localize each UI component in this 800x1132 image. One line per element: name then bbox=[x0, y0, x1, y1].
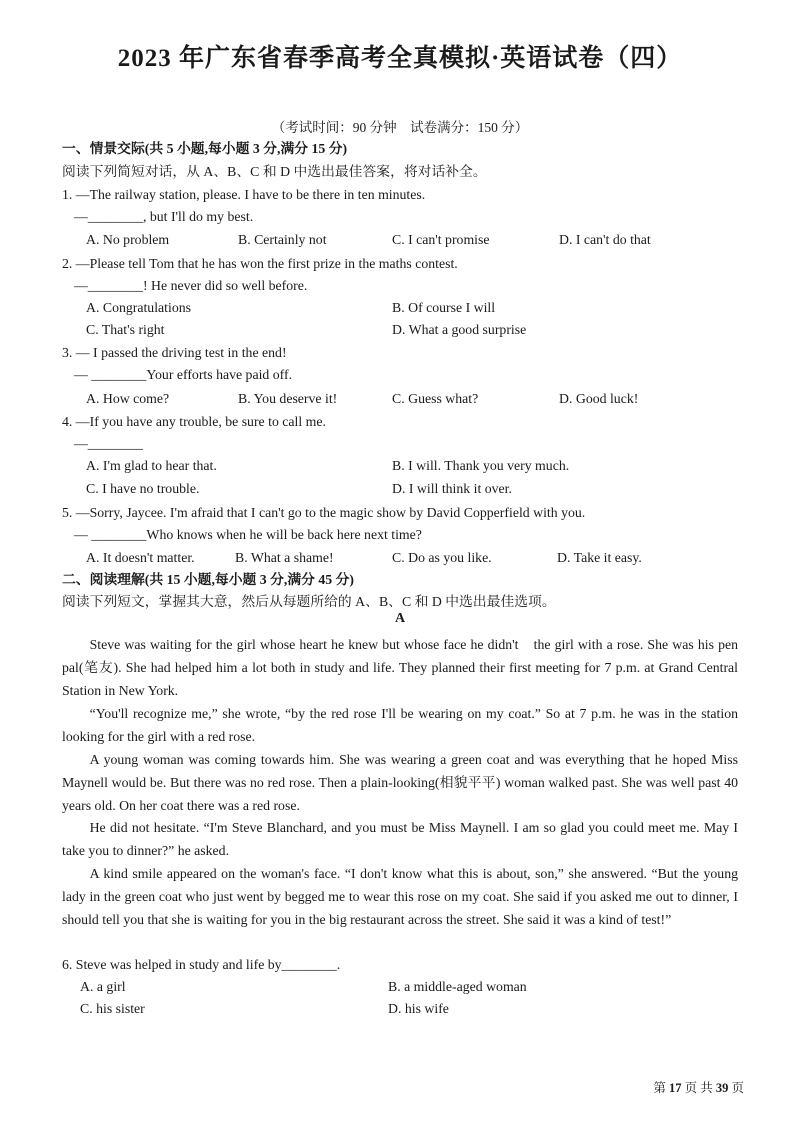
question-3-option-a: A. How come? bbox=[86, 391, 170, 406]
question-2-option-a: A. Congratulations bbox=[86, 300, 191, 315]
passage-paragraph: “You'll recognize me,” she wrote, “by the red rose I'll be wearing on my coat.” So at 7 p.m. he was in the station looking for the girl with a red rose. bbox=[62, 706, 738, 744]
question-2-response: —________! He never did so well before. bbox=[74, 278, 308, 293]
section-2-instruction: 阅读下列短文，掌握其大意，然后从每题所给的 A、B、C 和 D 中选出最佳选项。 bbox=[62, 594, 556, 609]
passage-paragraph: Steve was waiting for the girl whose heart he knew but whose face he didn't the girl with a rose. She was his pen pal(笔友). She had helped him a lot both in study and life. They planned their first meeting for 7 p.m. at Grand Central Station in New York. bbox=[62, 637, 738, 698]
question-4-response: —________ bbox=[74, 436, 143, 451]
question-6-option-b: B. a middle-aged woman bbox=[388, 979, 527, 994]
question-6-option-a: A. a girl bbox=[80, 979, 126, 994]
passage-paragraph: He did not hesitate. “I'm Steve Blanchard, and you must be Miss Maynell. I am so glad you could meet me. May I take you to dinner?” he asked. bbox=[62, 820, 738, 858]
question-3-option-d: D. Good luck! bbox=[559, 391, 639, 406]
question-6-option-c: C. his sister bbox=[80, 1001, 145, 1016]
question-1-option-d: D. I can't do that bbox=[559, 232, 651, 247]
question-5-option-b: B. What a shame! bbox=[235, 550, 334, 565]
question-1-response: —________, but I'll do my best. bbox=[74, 209, 254, 224]
question-4-option-c: C. I have no trouble. bbox=[86, 481, 200, 496]
question-4-option-b: B. I will. Thank you very much. bbox=[392, 458, 570, 473]
page-title: 2023 年广东省春季高考全真模拟·英语试卷（四） bbox=[117, 45, 683, 72]
question-4-prompt: 4. —If you have any trouble, be sure to call me. bbox=[62, 414, 326, 429]
question-6-prompt: 6. Steve was helped in study and life by________. bbox=[62, 957, 341, 972]
question-1-prompt: 1. —The railway station, please. I have to be there in ten minutes. bbox=[62, 187, 426, 202]
question-5-prompt: 5. —Sorry, Jaycee. I'm afraid that I can't go to the magic show by David Copperfield with you. bbox=[62, 505, 586, 520]
question-2-option-c: C. That's right bbox=[86, 322, 165, 337]
section-1-heading: 一、情景交际(共 5 小题,每小题 3 分,满分 15 分) bbox=[62, 141, 348, 156]
question-3-option-c: C. Guess what? bbox=[392, 391, 479, 406]
question-5-response: — ________Who knows when he will be back here next time? bbox=[74, 527, 422, 542]
passage-paragraph: A young woman was coming towards him. She was wearing a green coat and was everything that he hoped Miss Maynell would be. But there was no red rose. Then a plain-looking(相貌平平) woman walked past. She was well past 40 years old. On her coat there was a red rose. bbox=[62, 752, 738, 813]
passage-label: A bbox=[394, 611, 406, 626]
question-1-option-c: C. I can't promise bbox=[392, 232, 490, 247]
question-4-option-a: A. I'm glad to hear that. bbox=[86, 458, 217, 473]
question-3-option-b: B. You deserve it! bbox=[238, 391, 338, 406]
section-1-instruction: 阅读下列简短对话，从 A、B、C 和 D 中选出最佳答案，将对话补全。 bbox=[62, 164, 487, 179]
question-2-option-d: D. What a good surprise bbox=[392, 322, 527, 337]
question-2-prompt: 2. —Please tell Tom that he has won the first prize in the maths contest. bbox=[62, 256, 458, 271]
passage-paragraph: A kind smile appeared on the woman's face. “I don't know what this is about, son,” she answered. “But the young lady in the green coat who just went by begged me to wear this rose on my coat. She said if you asked me out to dinner, I should tell you that she is waiting for you in the big restaurant across the street. She said it was a kind of test!” bbox=[62, 866, 738, 927]
exam-meta: （考试时间：90 分钟 试卷满分：150 分） bbox=[271, 120, 529, 135]
page-number: 第 17 页 共 39 页 bbox=[653, 1081, 744, 1095]
question-2-option-b: B. Of course I will bbox=[392, 300, 496, 315]
question-4-option-d: D. I will think it over. bbox=[392, 481, 512, 496]
question-5-option-c: C. Do as you like. bbox=[392, 550, 492, 565]
question-3-response: — ________Your efforts have paid off. bbox=[74, 367, 293, 382]
question-5-option-a: A. It doesn't matter. bbox=[86, 550, 195, 565]
question-1-option-b: B. Certainly not bbox=[238, 232, 327, 247]
question-1-option-a: A. No problem bbox=[86, 232, 170, 247]
question-6-option-d: D. his wife bbox=[388, 1001, 449, 1016]
question-5-option-d: D. Take it easy. bbox=[557, 550, 642, 565]
section-2-heading: 二、阅读理解(共 15 小题,每小题 3 分,满分 45 分) bbox=[62, 572, 355, 587]
question-3-prompt: 3. — I passed the driving test in the end! bbox=[62, 345, 287, 360]
